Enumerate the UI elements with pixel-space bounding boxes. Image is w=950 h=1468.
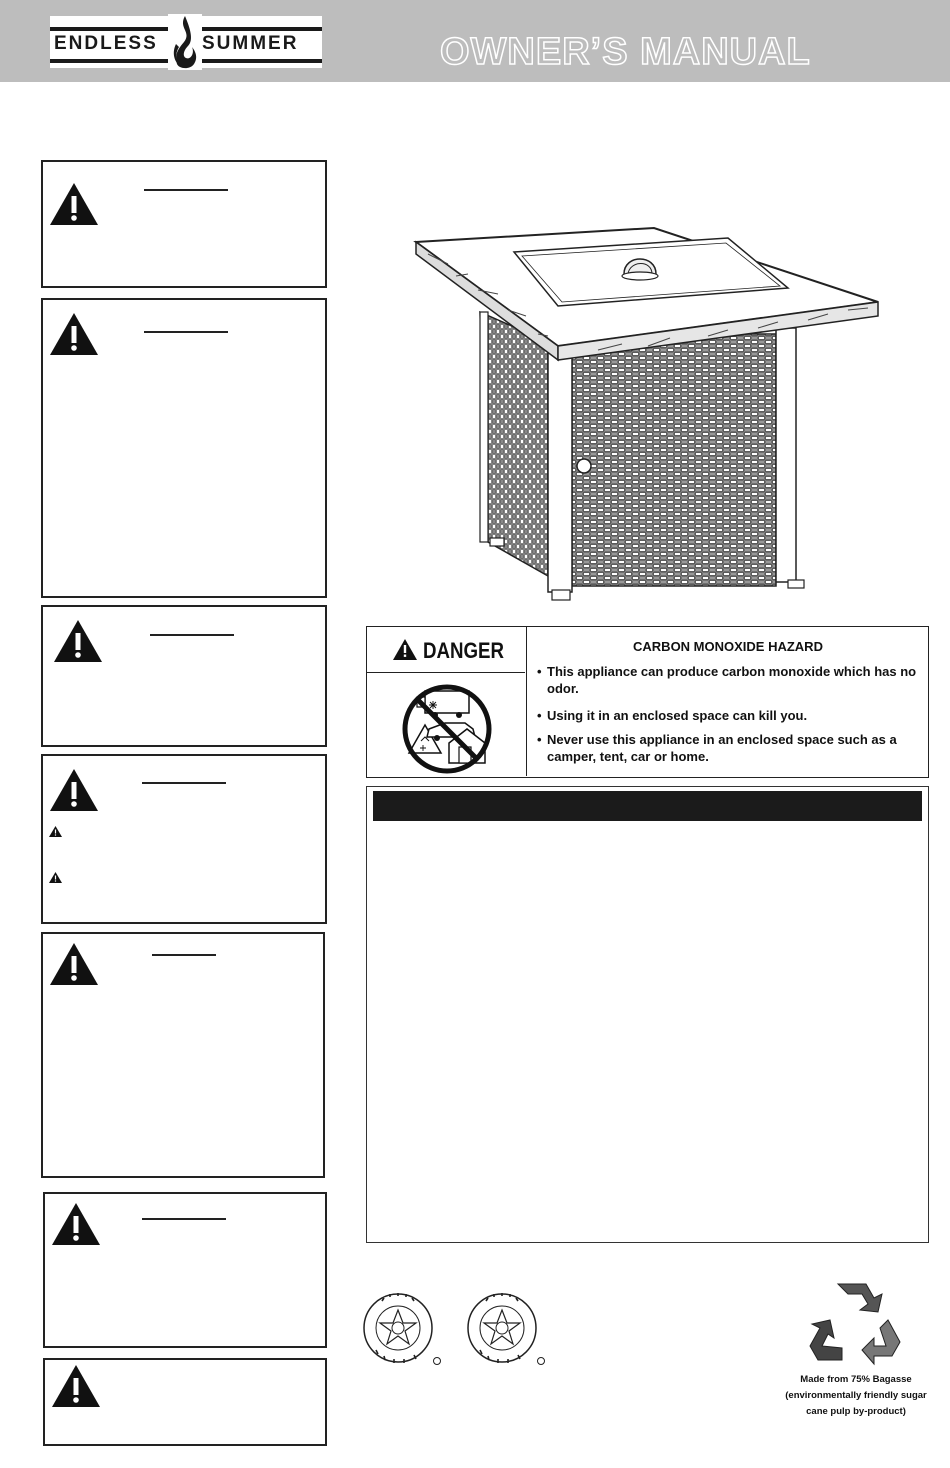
warning-triangle-icon [53, 619, 103, 663]
warning-box [41, 605, 327, 747]
danger-label-left [367, 627, 527, 776]
recycle-subtext: (environmentally friendly sugar cane pulp by-product) [785, 1390, 927, 1417]
info-box-header-bar [373, 791, 922, 821]
warning-triangle-icon [49, 942, 99, 986]
warning-triangle-icon [49, 182, 99, 226]
fire-table-illustration [408, 224, 888, 614]
small-warning-icon [49, 826, 62, 837]
flame-icon [168, 14, 202, 70]
hazard-bullet: • Never use this appliance in an enclosed space such as a camper, tent, car or home. [537, 732, 897, 764]
info-box [366, 786, 929, 1243]
no-enclosed-space-icon [395, 683, 499, 775]
warning-triangle-icon [49, 312, 99, 356]
brand-word-right: SUMMER [202, 33, 299, 54]
design-certified-seal [466, 1292, 546, 1368]
danger-label-right [529, 627, 927, 776]
design-certified-seal [362, 1292, 442, 1368]
warning-box [43, 1192, 327, 1348]
warning-triangle-icon [49, 768, 99, 812]
danger-triangle-icon [393, 639, 417, 660]
danger-label [366, 626, 929, 778]
brand-word-left: ENDLESS [54, 33, 158, 54]
warning-box [41, 160, 327, 288]
danger-signal-header [367, 627, 525, 673]
recycle-text: Made from 75% Bagasse [800, 1374, 912, 1385]
warning-box [41, 932, 325, 1178]
warning-box [43, 1358, 327, 1446]
small-warning-icon [49, 872, 62, 883]
header-bar [0, 0, 950, 82]
hazard-bullet: • Using it in an enclosed space can kill you. [537, 708, 808, 723]
warning-box [41, 298, 327, 598]
warning-box [41, 754, 327, 924]
hazard-bullet: • This appliance can produce carbon monoxide which has no odor. [537, 664, 917, 696]
brand-logo [50, 16, 322, 68]
recycle-icon [808, 1280, 902, 1366]
danger-signal-word: DANGER [423, 638, 505, 663]
warning-triangle-icon [51, 1202, 101, 1246]
warning-triangle-icon [51, 1364, 101, 1408]
hazard-title: CARBON MONOXIDE HAZARD [633, 639, 823, 654]
page-title: OWNER’S MANUAL [440, 31, 811, 73]
